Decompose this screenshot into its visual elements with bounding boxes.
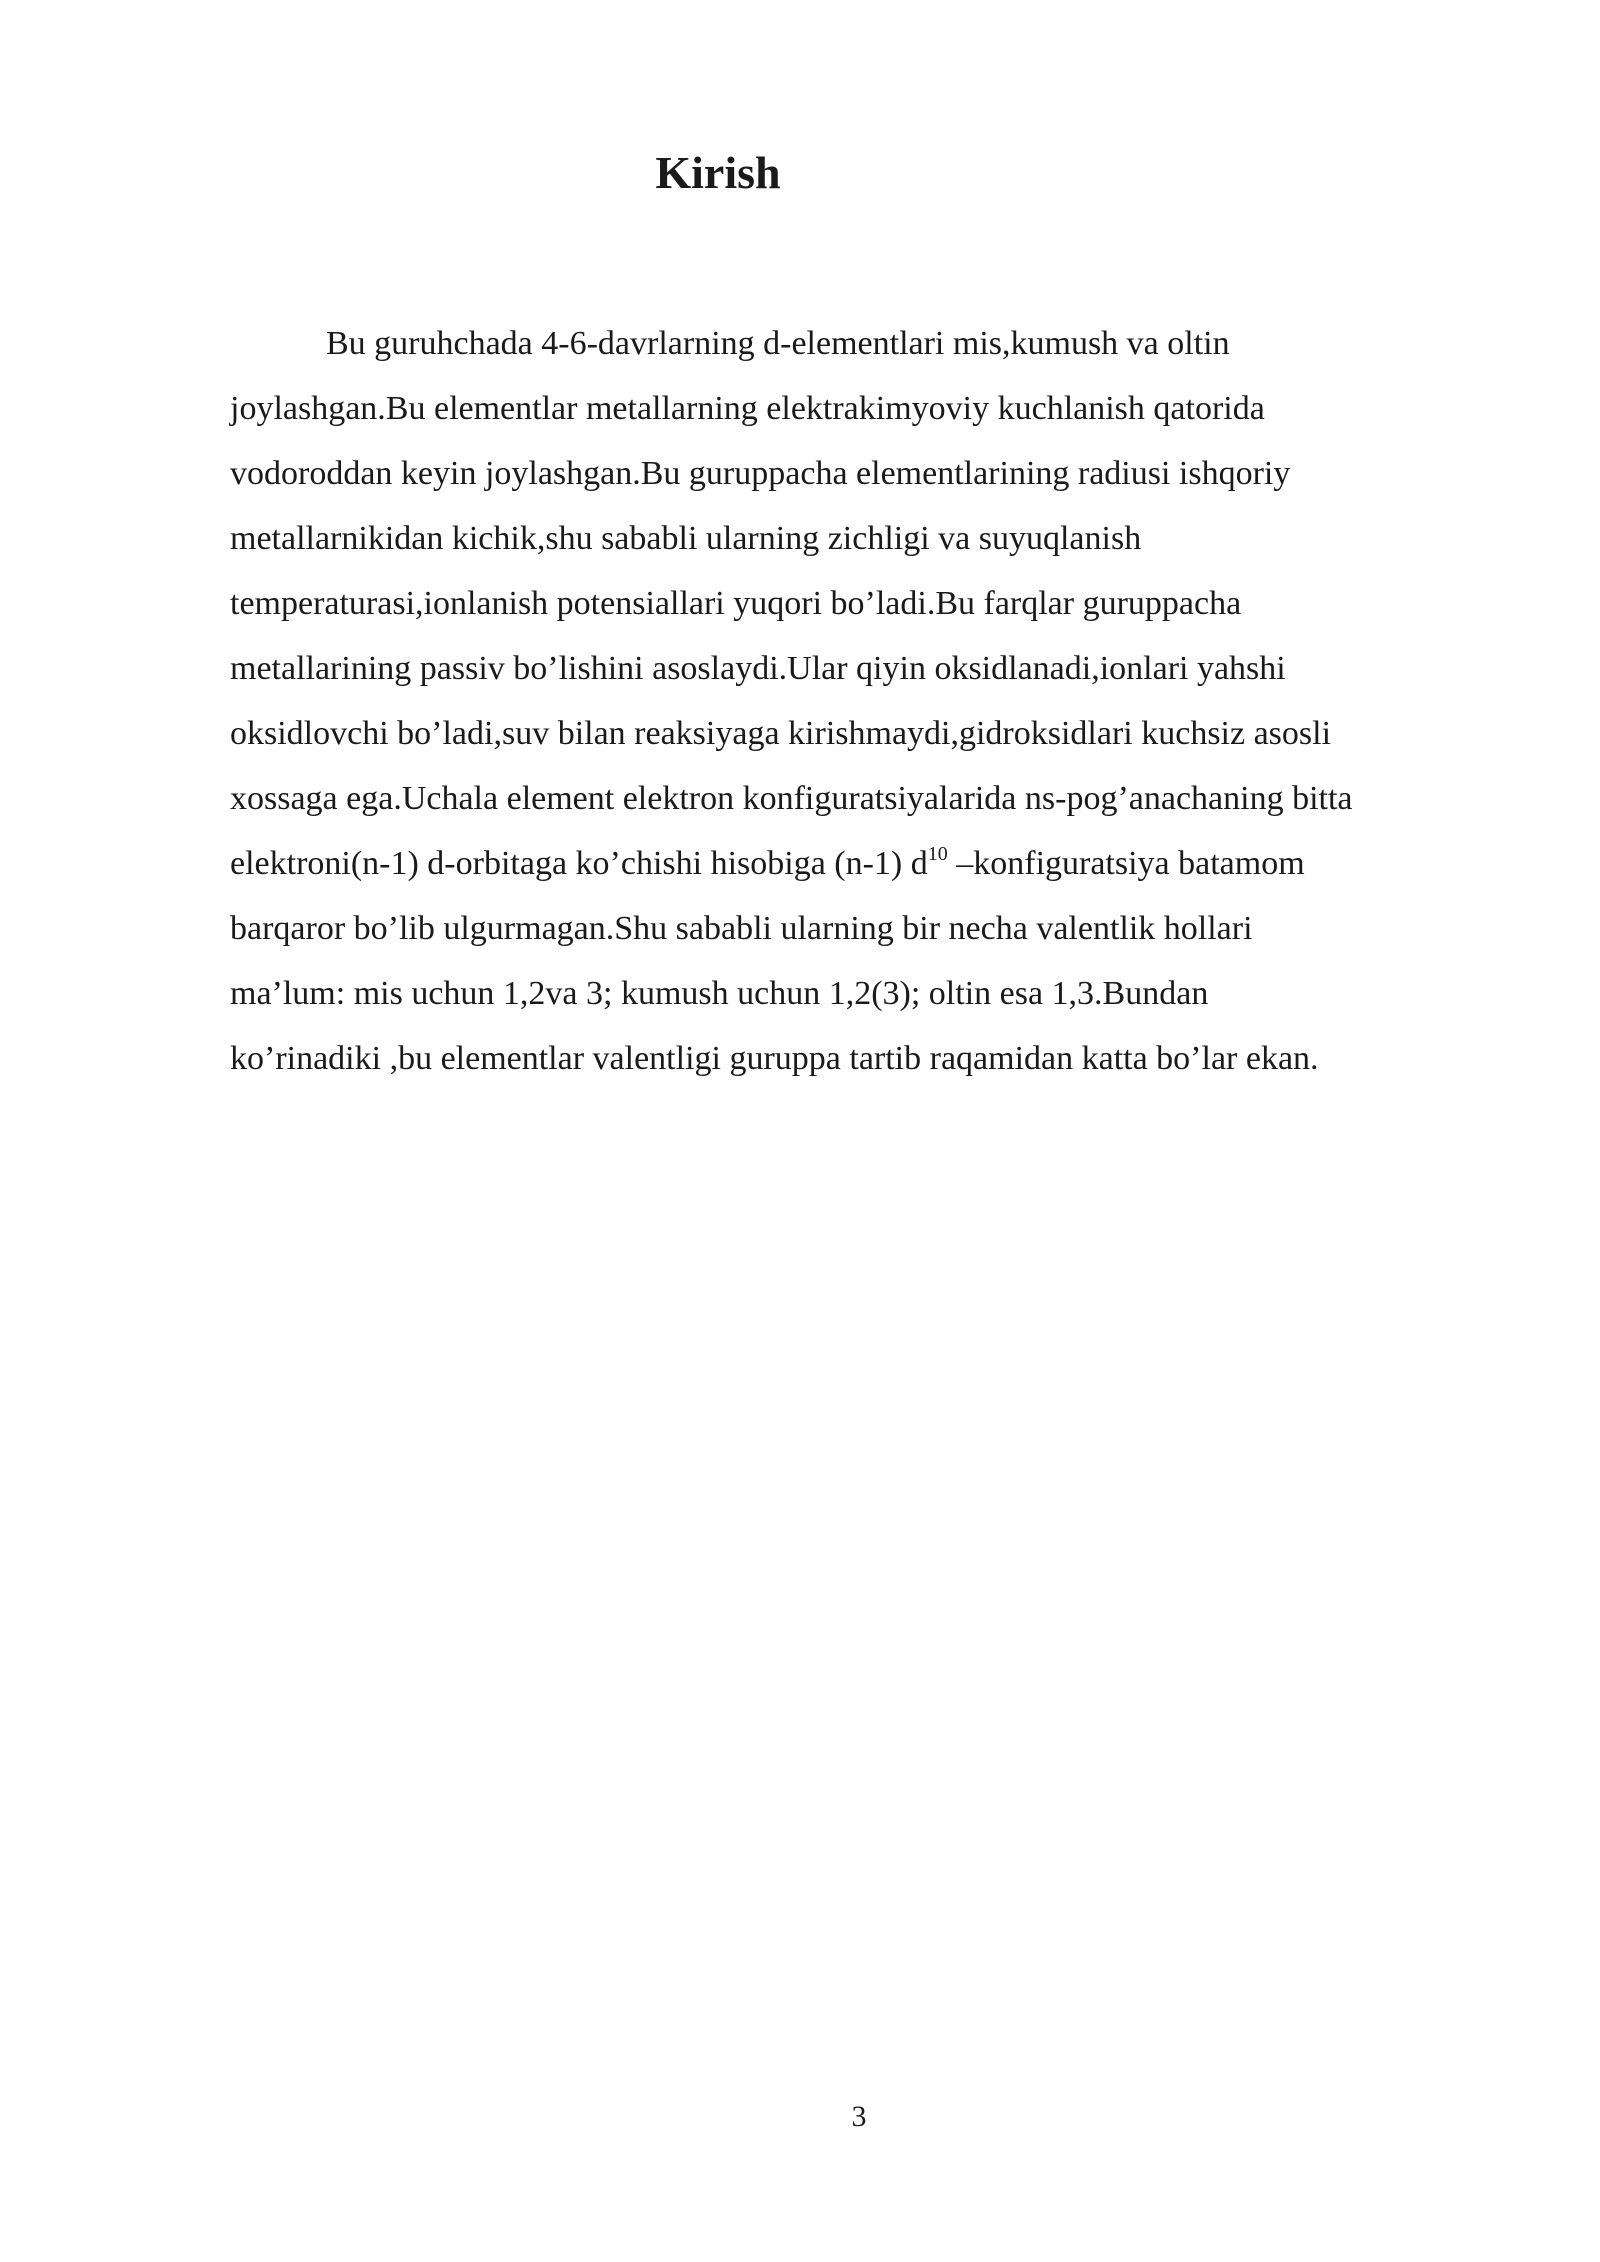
paragraph-line: xossaga ega.Uchala element elektron konfiguratsiyalarida ns-pog’anachaning bitta: [230, 780, 1353, 817]
paragraph-line: Bu guruhchada 4-6-davrlarning d-elementlari mis,kumush va oltin: [326, 325, 1230, 362]
line-text-before: elektroni(n-1) d-orbitaga ko’chishi hisobiga (n-1) d: [230, 845, 928, 882]
paragraph-line: barqaror bo’lib ulgurmagan.Shu sababli ularning bir necha valentlik hollari: [230, 910, 1253, 947]
paragraph-line: metallarnikidan kichik,shu sababli ularning zichligi va suyuqlanish: [230, 520, 1142, 557]
paragraph-line: joylashgan.Bu elementlar metallarning elektrakimyoviy kuchlanish qatorida: [230, 390, 1265, 427]
paragraph-line: ma’lum: mis uchun 1,2va 3; kumush uchun 1,2(3); oltin esa 1,3.Bundan: [230, 975, 1209, 1012]
paragraph-line-superscript: [230, 831, 1490, 896]
paragraph-line: metallarining passiv bo’lishini asoslaydi.Ular qiyin oksidlanadi,ionlari yahshi: [230, 650, 1286, 687]
superscript-exponent: 10: [927, 843, 948, 865]
paragraph-line: oksidlovchi bo’ladi,suv bilan reaksiyaga kirishmaydi,gidroksidlari kuchsiz asosli: [230, 715, 1332, 752]
body-paragraph: [230, 311, 1490, 1091]
page-title: Kirish: [655, 147, 781, 198]
line-text-after: –konfiguratsiya batamom: [947, 845, 1305, 882]
paragraph-line: ko’rinadiki ,bu elementlar valentligi guruppa tartib raqamidan katta bo’lar ekan.: [230, 1040, 1319, 1077]
paragraph-line: vodoroddan keyin joylashgan.Bu guruppacha elementlarining radiusi ishqoriy: [230, 455, 1291, 492]
paragraph-line: temperaturasi,ionlanish potensiallari yuqori bo’ladi.Bu farqlar guruppacha: [230, 585, 1242, 622]
page-number: 3: [851, 2100, 867, 2133]
